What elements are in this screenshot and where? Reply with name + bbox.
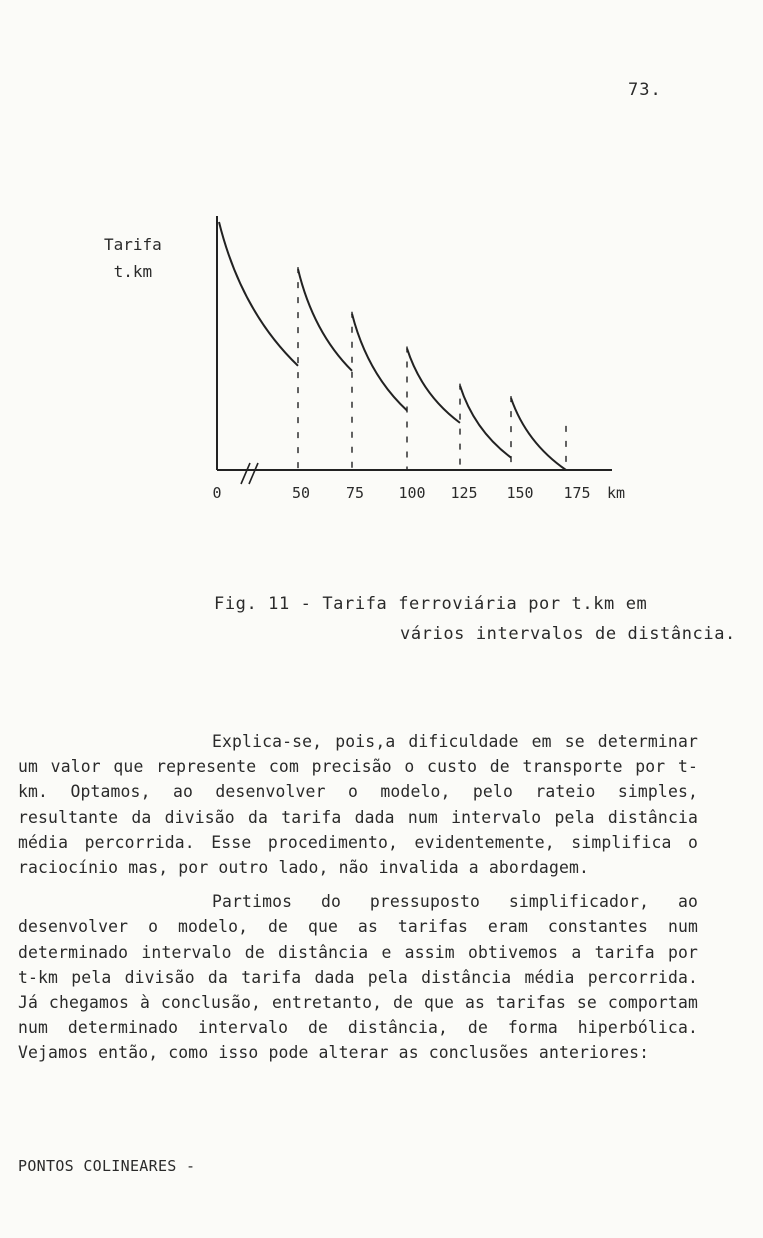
x-tick-label-100: 100: [398, 484, 426, 502]
y-axis-label-line1: Tarifa: [104, 235, 162, 254]
tariff-segment-6: [511, 398, 566, 470]
tariff-segment-4: [407, 348, 460, 422]
tariff-segment-5: [460, 386, 511, 458]
paragraph-1: Explica-se, pois,a dificuldade em se determinar um valor que represente com precisão o custo de transporte por t-km. Optamos, ao desenvolver o modelo, pelo rateio simples, resultante da divisão da tarifa dada num intervalo pela distância média percorrida. Esse procedimento, evidentemente, simplifica o raciocínio mas, por outro lado, não invalida a abordagem.: [18, 732, 698, 878]
y-axis-label-line2: t.km: [113, 262, 153, 281]
tariff-segment-2: [298, 269, 352, 371]
chart-svg: [0, 0, 763, 560]
x-tick-label-125: 125: [450, 484, 478, 502]
axis-break-mark: [241, 463, 258, 484]
caption-line-2: vários intervalos de distância.: [400, 624, 736, 644]
x-tick-label-0: 0: [212, 484, 222, 502]
x-tick-label-50: 50: [291, 484, 311, 502]
figure-caption: [214, 589, 736, 649]
tariff-segment-1: [219, 222, 298, 366]
x-tick-label-175: 175: [563, 484, 591, 502]
x-tick-label-75: 75: [345, 484, 365, 502]
section-heading: PONTOS COLINEARES -: [18, 1157, 196, 1175]
tariff-segment-3: [352, 314, 407, 411]
tariff-chart: [0, 0, 763, 560]
body-text: [18, 729, 698, 1066]
x-tick-label-150: 150: [506, 484, 534, 502]
page-number: 73.: [628, 80, 662, 100]
caption-line-1: Fig. 11 - Tarifa ferroviária por t.km em: [214, 594, 648, 614]
paragraph-2: Partimos do pressuposto simplificador, ao desenvolver o modelo, de que as tarifas eram constantes num determinado intervalo de distância e assim obtivemos a tarifa por t-km pela divisão da tarifa dada pela distância média percorrida. Já chegamos à conclusão, entretanto, de que as tarifas se comportam num determinado intervalo de distância, de forma hiperbólica. Vejamos então, como isso pode alterar as conclusões anteriores:: [18, 892, 698, 1063]
x-axis-unit-label: km: [606, 484, 626, 502]
